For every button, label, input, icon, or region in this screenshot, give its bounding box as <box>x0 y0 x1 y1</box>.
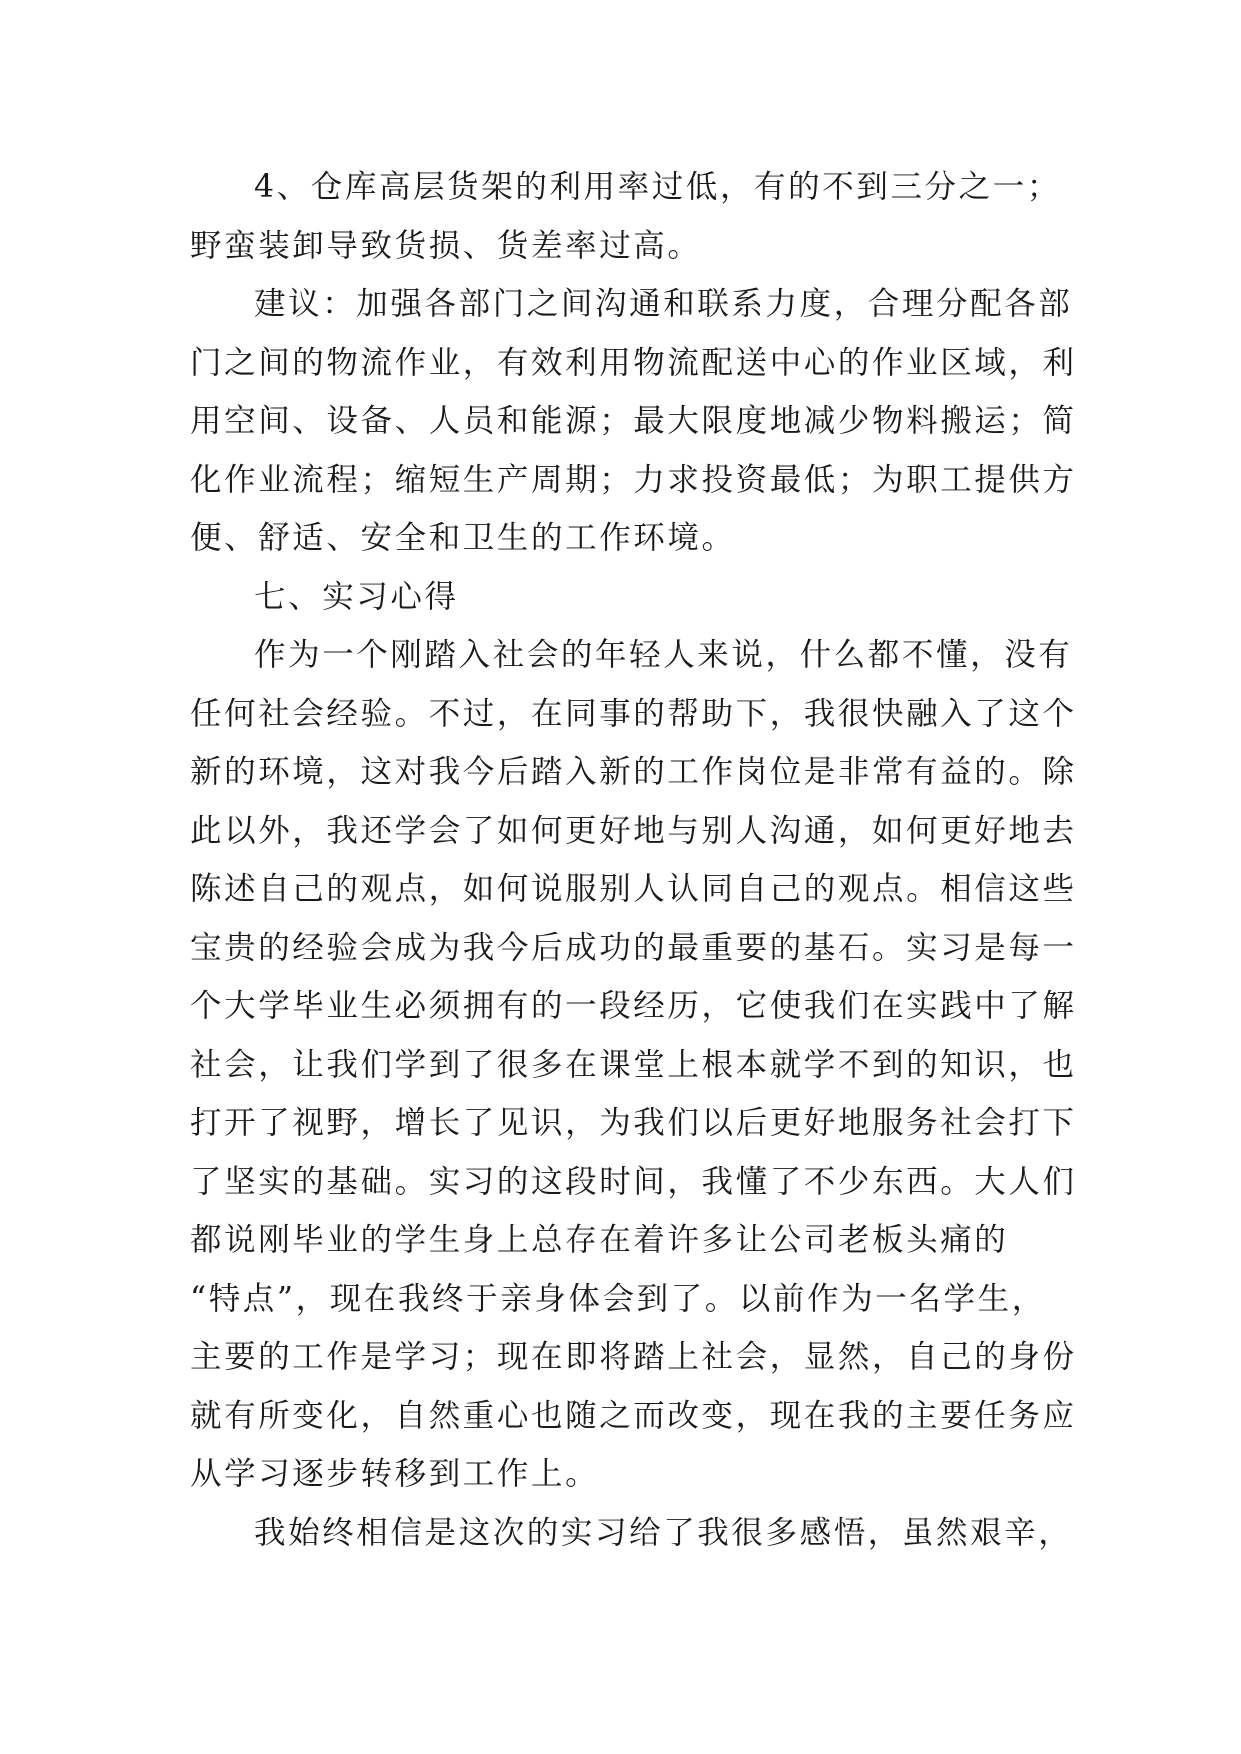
text-line: 宝贵的经验会成为我今后成功的最重要的基石。实习是每一 <box>190 929 1077 966</box>
paragraph-reflection <box>190 626 1077 1504</box>
text-line: 任何社会经验。不过，在同事的帮助下，我很快融入了这个 <box>190 695 1077 732</box>
text-line: 从学习逐步转移到工作上。 <box>190 1456 600 1492</box>
text-line: 打开了视野，增长了见识，为我们以后更好地服务社会打下 <box>190 1105 1077 1141</box>
text-line: 都说刚毕业的学生身上总存在着许多让公司老板头痛的 <box>190 1222 1009 1258</box>
paragraph-warehouse-issue <box>190 158 1061 275</box>
text-line: 作为一个刚踏入社会的年轻人来说，什么都不懂，没有 <box>254 637 1073 673</box>
text-line: 用空间、设备、人员和能源；最大限度地减少物料搬运；简 <box>190 403 1077 439</box>
text-line: 就有所变化，自然重心也随之而改变，现在我的主要任务应 <box>190 1397 1077 1434</box>
text-line: 门之间的物流作业，有效利用物流配送中心的作业区域，利 <box>190 344 1077 381</box>
text-line: 野蛮装卸导致货损、货差率过高。 <box>190 227 702 264</box>
section-heading-text: 七、实习心得 <box>254 578 459 615</box>
text-line: 化作业流程；缩短生产周期；力求投资最低；为职工提供方 <box>190 461 1077 498</box>
text-line: 社会，让我们学到了很多在课堂上根本就学不到的知识，也 <box>190 1046 1077 1083</box>
paragraph-suggestion <box>190 275 1077 568</box>
text-line: 个大学毕业生必须拥有的一段经历，它使我们在实践中了解 <box>190 988 1077 1024</box>
text-line: 此以外，我还学会了如何更好地与别人沟通，如何更好地去 <box>190 812 1077 849</box>
text-line: 陈述自己的观点，如何说服别人认同自己的观点。相信这些 <box>190 871 1077 907</box>
paragraph-closing <box>190 1504 1073 1563</box>
text-line: 新的环境，这对我今后踏入新的工作岗位是非常有益的。除 <box>190 754 1077 790</box>
section-heading-internship-reflection <box>190 568 1050 627</box>
text-line: 主要的工作是学习；现在即将踏上社会，显然，自己的身份 <box>190 1339 1077 1375</box>
document-body <box>190 158 1077 1562</box>
text-line: “特点”，现在我终于亲身体会到了。以前作为一名学生， <box>190 1280 1046 1317</box>
text-line: 建议：加强各部门之间沟通和联系力度，合理分配各部 <box>254 286 1073 322</box>
text-line: 4、仓库高层货架的利用率过低，有的不到三分之一； <box>254 169 1061 205</box>
text-line: 了坚实的基础。实习的这段时间，我懂了不少东西。大人们 <box>190 1163 1077 1200</box>
text-line: 我始终相信是这次的实习给了我很多感悟，虽然艰辛， <box>254 1514 1073 1551</box>
text-line: 便、舒适、安全和卫生的工作环境。 <box>190 520 736 556</box>
